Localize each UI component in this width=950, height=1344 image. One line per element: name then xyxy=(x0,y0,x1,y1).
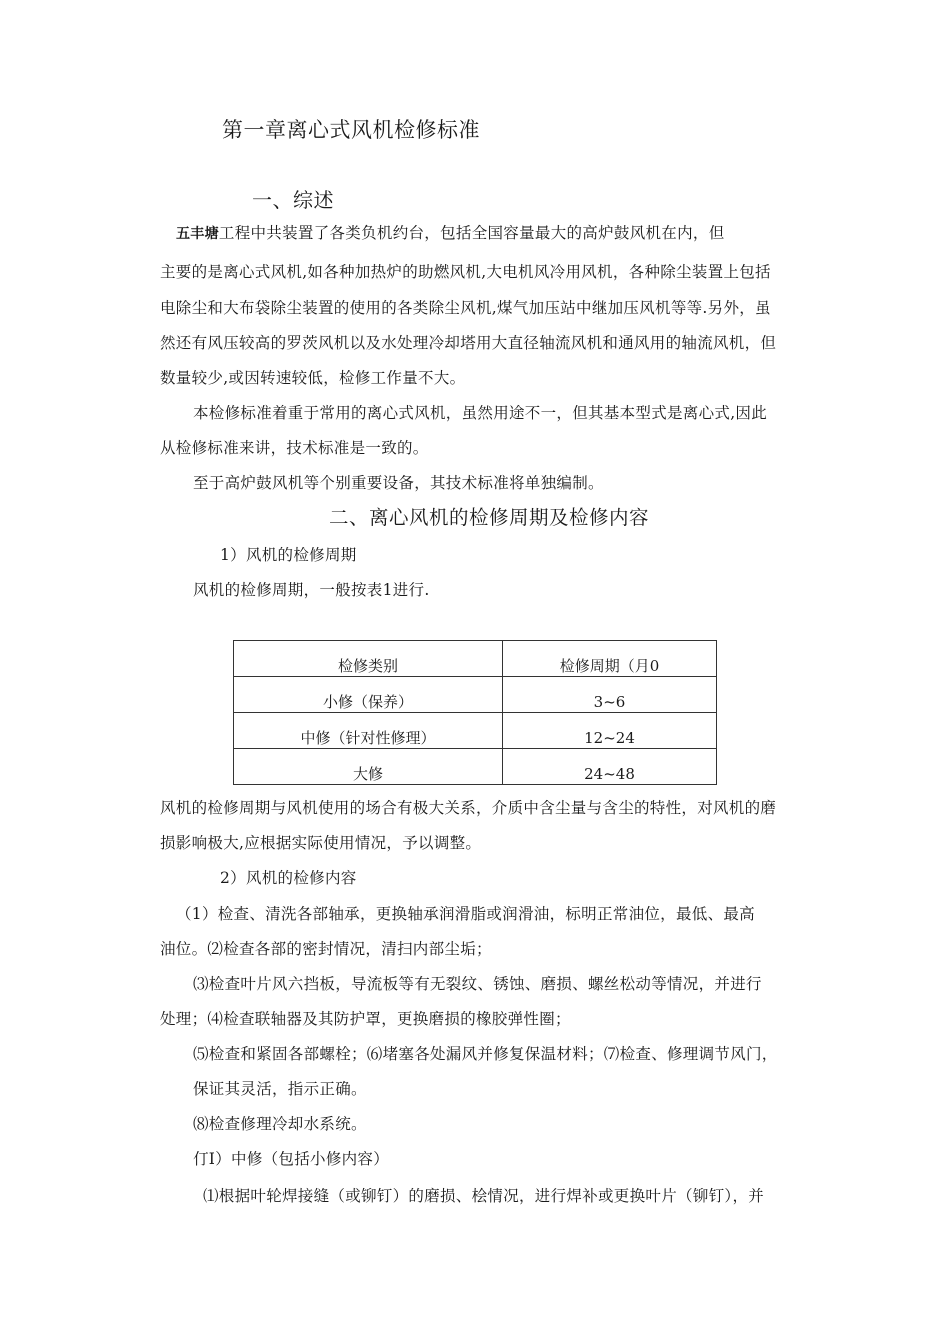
maintenance-cycle-table xyxy=(233,640,717,785)
table-cell: 12~24 xyxy=(503,713,717,749)
table-cell: 3~6 xyxy=(503,677,717,713)
paragraph-line: 损影响极大,应根据实际使用情况，予以调整。 xyxy=(160,834,482,852)
subheading: 1）风机的检修周期 xyxy=(220,546,357,564)
paragraph-line: ⑶检查叶片风六挡板，导流板等有无裂纹、锈蚀、磨损、螺丝松动等情况，并进行 xyxy=(193,975,762,993)
table-cell: 中修（针对性修理） xyxy=(234,713,503,749)
subheading: 仃I）中修（包括小修内容） xyxy=(193,1150,390,1168)
table-header-row xyxy=(234,641,717,677)
table-cell: 小修（保养） xyxy=(234,677,503,713)
paragraph-line: 油位。⑵检查各部的密封情况，清扫内部尘垢； xyxy=(160,940,492,958)
paragraph-line: ⑴根据叶轮焊接缝（或铆钉）的磨损、桧情况，进行焊补或更换叶片（铆钉），并 xyxy=(203,1187,765,1205)
table-row xyxy=(234,749,717,785)
table-cell: 大修 xyxy=(234,749,503,785)
paragraph-text: 工程中共装置了各类负机约台，包括全国容量最大的高炉鼓风机在内，但 xyxy=(218,224,725,242)
table-header-cell: 检修周期（月0 xyxy=(503,641,717,677)
paragraph-line: 从检修标准来讲，技术标准是一致的。 xyxy=(160,439,429,457)
paragraph-line xyxy=(176,223,725,244)
section-heading-cycle: 二、离心风机的检修周期及检修内容 xyxy=(329,506,650,529)
paragraph-line: ⑸检查和紧固各部螺栓；⑹堵塞各处漏风并修复保温材料；⑺检查、修理调节风门， xyxy=(193,1045,778,1063)
table-cell: 24~48 xyxy=(503,749,717,785)
table-row xyxy=(234,677,717,713)
paragraph-line: 本检修标准着重于常用的离心式风机，虽然用途不一，但其基本型式是离心式,因此 xyxy=(193,404,768,422)
paragraph-line: ⑻检查修理冷却水系统。 xyxy=(193,1115,367,1133)
paragraph-line: 保证其灵活，指示正确。 xyxy=(193,1080,367,1098)
section-heading-overview: 一、综述 xyxy=(252,188,334,212)
paragraph-line: 然还有风压较高的罗茨风机以及水处理冷却塔用大直径轴流风机和通风用的轴流风机，但 xyxy=(160,334,777,352)
paragraph-line: 风机的检修周期，一般按表1进行. xyxy=(193,581,430,599)
subheading: 2）风机的检修内容 xyxy=(220,869,357,887)
paragraph-line: 主要的是离心式风机,如各种加热炉的助燃风机,大电机风冷用风机，各种除尘装置上包括 xyxy=(160,263,771,281)
table-row xyxy=(234,713,717,749)
paragraph-line: 至于高炉鼓风机等个别重要设备，其技术标准将单独编制。 xyxy=(193,474,604,492)
paragraph-line: 电除尘和大布袋除尘装置的使用的各类除尘风机,煤气加压站中继加压风机等等.另外，虽 xyxy=(160,299,771,317)
lead-word: 五丰塘 xyxy=(176,226,219,242)
page-title: 第一章离心式风机检修标准 xyxy=(222,118,480,142)
paragraph-line: （1）检查、清洗各部轴承，更换轴承润滑脂或润滑油，标明正常油位，最低、最高 xyxy=(176,905,755,923)
paragraph-line: 处理；⑷检查联轴器及其防护罩，更换磨损的橡胶弹性圈； xyxy=(160,1010,571,1028)
paragraph-line: 风机的检修周期与风机使用的场合有极大关系，介质中含尘量与含尘的特性，对风机的磨 xyxy=(160,799,777,817)
paragraph-line: 数量较少,或因转速较低，检修工作量不大。 xyxy=(160,369,466,387)
table-header-cell: 检修类别 xyxy=(234,641,503,677)
